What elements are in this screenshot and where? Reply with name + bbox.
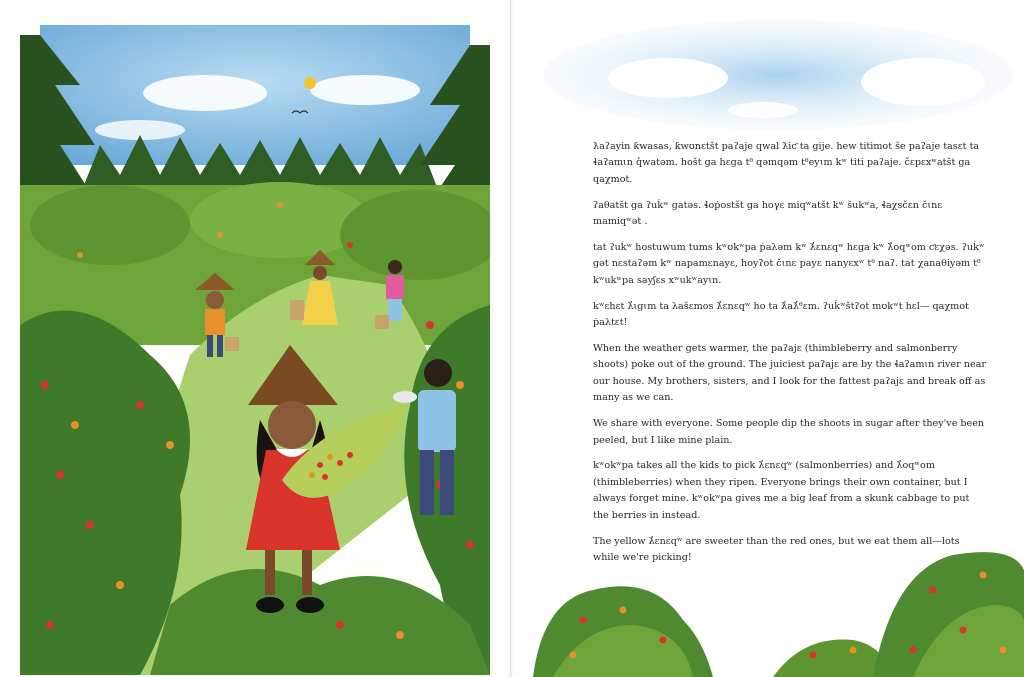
left-page <box>0 0 510 677</box>
cloud <box>861 58 985 106</box>
bush-bottom <box>150 569 490 675</box>
berry-bushes-bottom <box>513 530 1024 677</box>
cloud <box>143 75 267 111</box>
english-paragraph-4: The yellow ƛ̓ɛnɛqʷ are sweeter than the red ones, but we eat them all—lots while we're picking! <box>593 535 960 563</box>
native-paragraph-4: kʷɛhɛt ƛ̓ɩgɩm ta λašɛmos ƛ̓ɛnɛqʷ ho ta ƛ̓aƛ̓ᶿɛm. ʔuḱʷštʔot mʊkʷt hɛl— qaχmot ṗaλtɛt! <box>593 300 969 329</box>
berry-picking-illustration <box>20 25 490 675</box>
english-paragraph-3: kʷokʷpa takes all the kids to pick ƛ̓ɛnɛqʷ (salmonberries) and ƛ̓oqʷom (thimbleberries) when they ripen. Everyone brings their own container, but I always forget mine. kʷokʷpa gives me a big leaf from a skunk cabbage to put the berries in instead. <box>593 460 970 521</box>
native-paragraph-2: ʔaθatšt ga ʔuḱʷ gatəs. ɬoṗostšt ga hoγɛ miqʷatšt kʷ šukʷa, ɬaχsčɛn čɩnɛ mamiqʷət . <box>593 199 943 228</box>
english-paragraph-1: When the weather gets warmer, the paʔajɛ (thimbleberry and salmonberry shoots) poke out of the ground. The juiciest paʔajɛ are by the ɬaʔamɩn river near our house. My brothers, sisters, and I look for the fattest paʔajɛ and break off as many as we can. <box>593 343 986 404</box>
native-paragraph-3: tat ʔuḱʷ hostuwum tums kʷʊkʷpa ṗaλəm kʷ ƛ̓ɛnɛqʷ hɛga kʷ ƛ̓oqʷom ƈɛχəs. ʔuḱʷ gət nɛstaʔəm kʷ napamɛnayɛ, hoyʔot čɩnɛ payɛ nanyɛxʷ tᶿ naʔ. tat χanaθiyəm tᶿ kʷukʷpa sayʃɛs xʷukʷayɩn. <box>593 242 985 286</box>
bush-left <box>20 310 190 675</box>
sky-with-clouds <box>543 20 1013 130</box>
english-paragraph-2: We share with everyone. Some people dip the shoots in sugar after they've been peeled, but I like mine plain. <box>593 418 985 446</box>
right-page <box>513 0 1024 677</box>
sun <box>304 77 316 89</box>
cloud <box>608 58 728 98</box>
native-paragraph-1: ƛaʔayin ƙwasas, ƙwʊnɛtšt paʔaje qwal ƛiƈ ta gije. hew titimot še paʔaje tasɛt ta ɬaʔamɩn q̓watəm. hošt ga hɛga tᶿ qəmqəm tᶿeyɩm kʷ titi paʔaje. čɛpɛxʷatšt ga qaχmot. <box>593 141 980 185</box>
native-language-text <box>593 139 988 341</box>
cloud <box>728 102 798 118</box>
cloud <box>310 75 420 105</box>
